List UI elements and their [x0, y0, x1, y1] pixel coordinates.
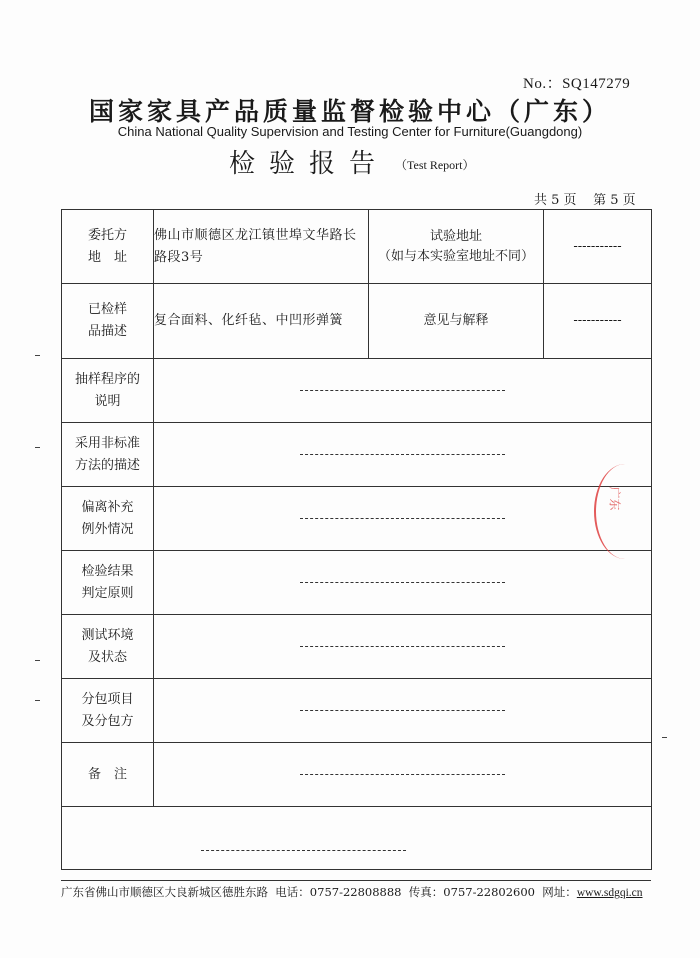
client-address-row — [62, 210, 652, 284]
row-label: 备 注 — [62, 743, 154, 807]
blank-dashes — [300, 582, 505, 583]
scan-mark — [35, 355, 40, 356]
opinion-value: ----------- — [544, 284, 652, 359]
opinion-label: 意见与解释 — [369, 284, 544, 359]
row-label: 检验结果 判定原则 — [62, 551, 154, 615]
row-nonstandard-method — [62, 423, 652, 487]
row-value — [154, 551, 652, 615]
scan-mark — [662, 737, 667, 738]
test-site-value: ----------- — [544, 210, 652, 284]
row-sampling — [62, 359, 652, 423]
blank-dashes — [300, 518, 505, 519]
blank-dashes — [300, 390, 505, 391]
samples-label: 已检样 品描述 — [62, 284, 154, 359]
blank-dashes — [300, 646, 505, 647]
row-value — [154, 487, 652, 551]
row-deviation — [62, 487, 652, 551]
row-label: 分包项目 及分包方 — [62, 679, 154, 743]
footer-address: 广东省佛山市顺德区大良新城区德胜东路 电话：0757-22808888 传真：0757-22802600 网址： — [61, 885, 577, 899]
organization-title-cn: 国家家具产品质量监督检验中心（广东） — [88, 97, 611, 126]
client-address-label: 委托方 地 址 — [62, 210, 154, 284]
row-judgement — [62, 551, 652, 615]
samples-row — [62, 284, 652, 359]
row-label: 偏离补充 例外情况 — [62, 487, 154, 551]
row-value — [154, 359, 652, 423]
row-value — [154, 615, 652, 679]
row-label: 测试环境 及状态 — [62, 615, 154, 679]
official-seal-text: 广东 — [607, 486, 622, 511]
report-table — [61, 209, 652, 870]
blank-dashes — [300, 454, 505, 455]
row-label: 抽样程序的 说明 — [62, 359, 154, 423]
test-site-label: 试验地址 （如与本实验室地址不同） — [369, 210, 544, 284]
blank-dashes — [201, 850, 406, 851]
report-number: No.：SQ147279 — [523, 76, 631, 92]
row-signature — [62, 807, 652, 870]
footer-url[interactable]: www.sdgqi.cn — [576, 887, 643, 899]
row-remarks — [62, 743, 652, 807]
scan-mark — [35, 447, 40, 448]
official-seal — [594, 464, 656, 559]
footer-divider — [61, 880, 651, 881]
row-value — [154, 679, 652, 743]
row-subcontract — [62, 679, 652, 743]
scan-mark — [35, 660, 40, 661]
blank-dashes — [300, 710, 505, 711]
footer-contact — [61, 884, 661, 900]
row-environment — [62, 615, 652, 679]
report-title-en: （Test Report） — [395, 158, 475, 172]
report-title: 检验报告 — [229, 149, 390, 179]
row-label: 采用非标准 方法的描述 — [62, 423, 154, 487]
row-value — [154, 743, 652, 807]
samples-value: 复合面料、化纤毡、中凹形弹簧 — [154, 284, 369, 359]
client-address-value: 佛山市顺德区龙江镇世埠文华路长路段3号 — [154, 210, 369, 284]
signature-cell — [62, 807, 652, 870]
row-value — [154, 423, 652, 487]
page-counter: 共 5 页 第 5 页 — [534, 193, 636, 208]
organization-title-en: China National Quality Supervision and Testing Center for Furniture(Guangdong) — [117, 124, 583, 139]
blank-dashes — [300, 774, 505, 775]
scan-mark — [35, 700, 40, 701]
